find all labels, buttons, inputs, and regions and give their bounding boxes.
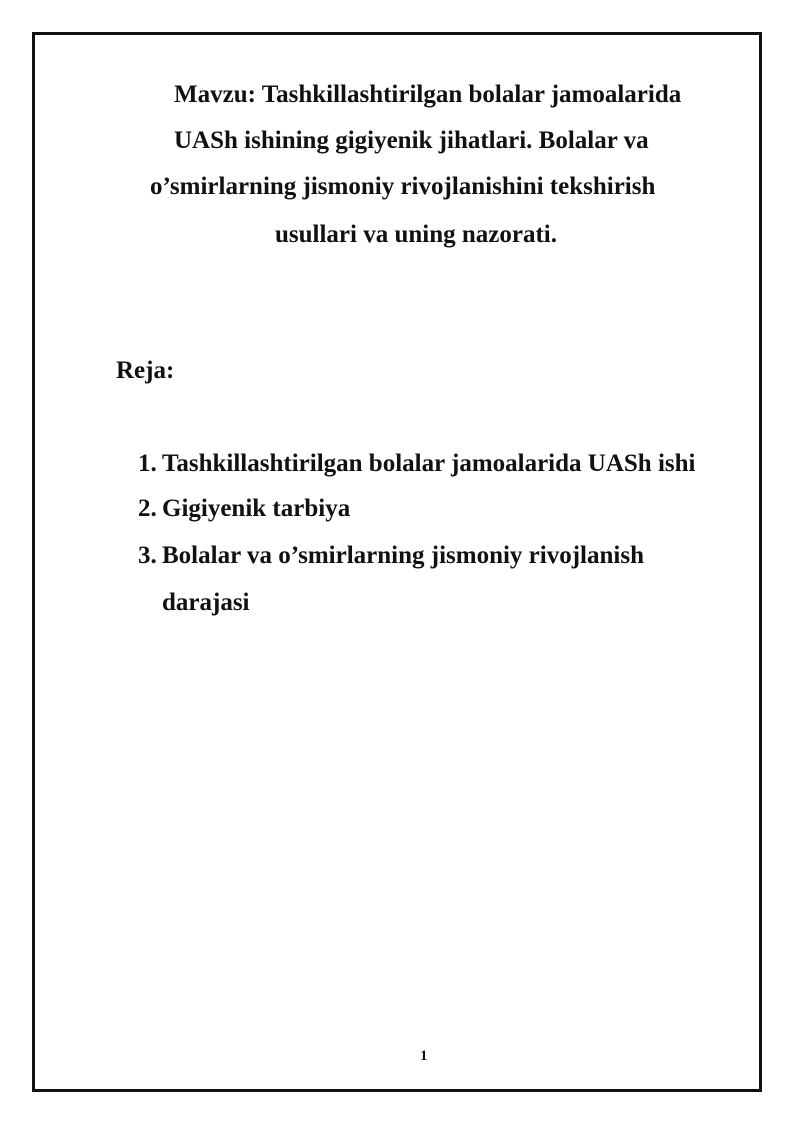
plan-heading: Reja: [116, 357, 175, 384]
title-line-4: usullari va uning nazorati. [275, 221, 557, 248]
plan-item-text: Tashkillashtirilgan bolalar jamoalarida UASh ishi [162, 450, 696, 477]
plan-item-3-continuation: darajasi [162, 589, 250, 616]
plan-item-number: 3. [138, 542, 157, 569]
plan-item-number: 1. [138, 450, 157, 477]
title-line-1: Mavzu: Tashkillashtirilgan bolalar jamoalarida [174, 81, 682, 108]
title-line-3: o’smirlarning jismoniy rivojlanishini tekshirish [150, 173, 656, 200]
plan-item-text: Bolalar va o’smirlarning jismoniy rivojlanish [162, 542, 644, 569]
plan-item-text: Gigiyenik tarbiya [162, 495, 351, 522]
plan-item-number: 2. [138, 495, 157, 522]
title-line-2: UASh ishining gigiyenik jihatlari. Bolalar va [174, 127, 649, 154]
page-number: 1 [420, 1048, 428, 1064]
